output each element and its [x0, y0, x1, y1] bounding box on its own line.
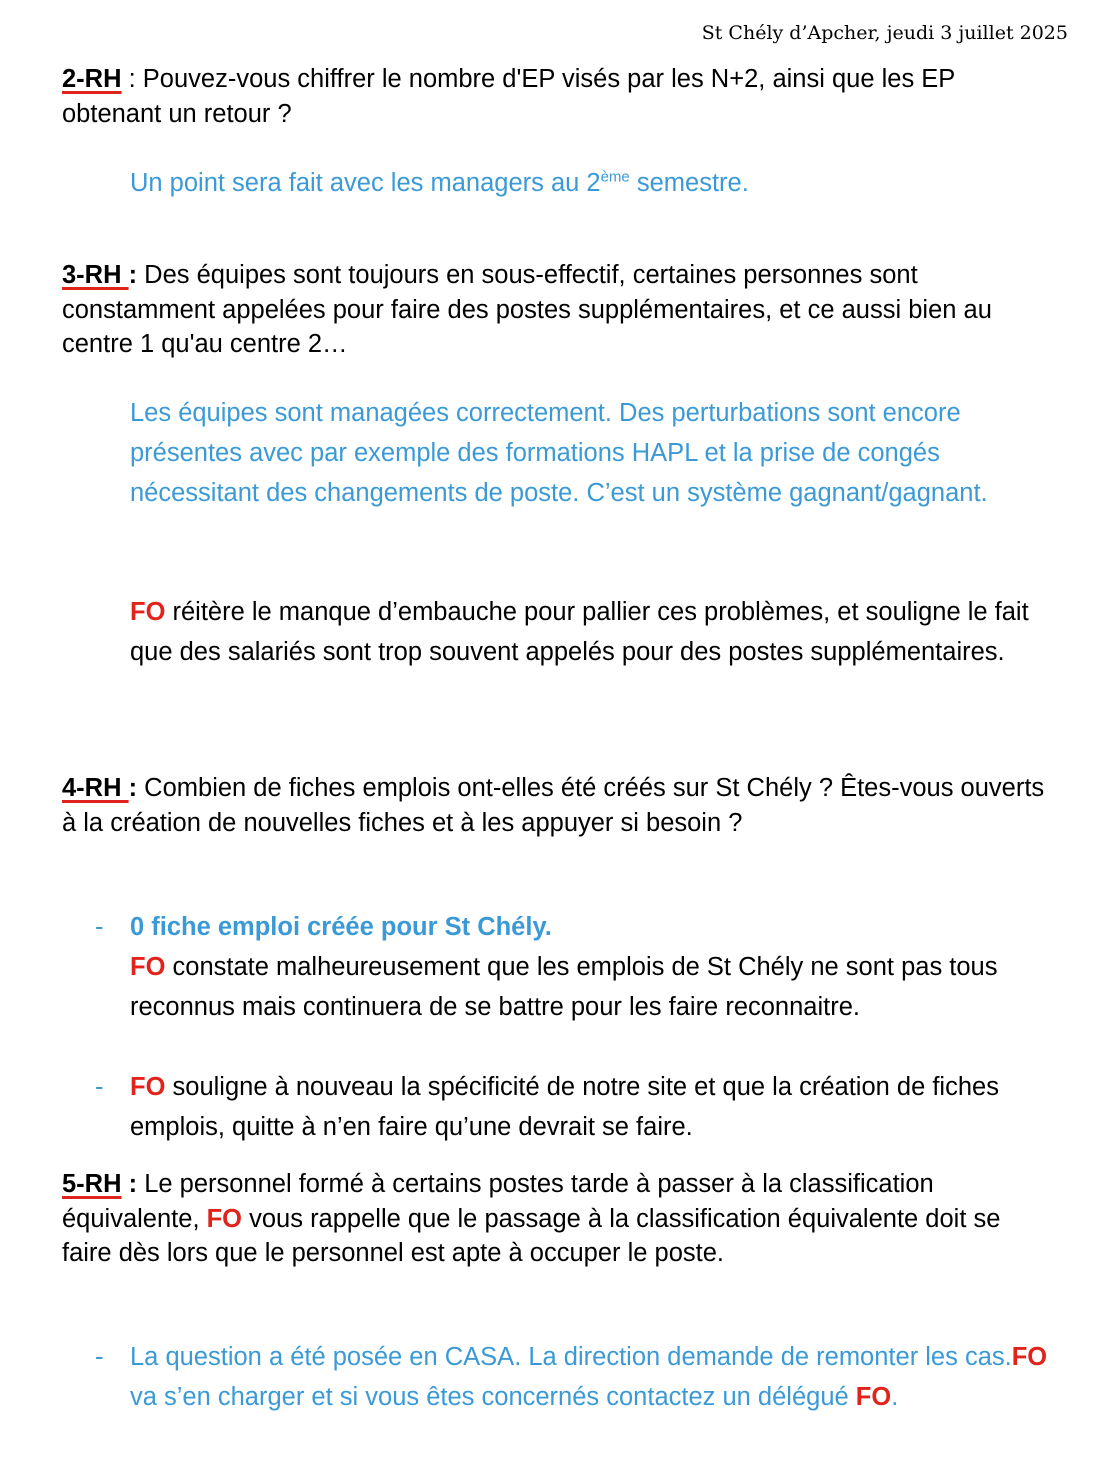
label-separator: :: [128, 774, 145, 802]
answer-4-rh-item-2: [130, 1067, 1060, 1147]
answer-2-rh: [130, 163, 1060, 203]
question-label: 4-RH: [62, 774, 129, 802]
bullet-dash: -: [95, 1343, 104, 1371]
fo-label: FO: [130, 598, 166, 626]
answer-3-rh: Les équipes sont managées correctement. Des perturbations sont encore présentes avec par exemple des formations HAPL et la prise de congés nécessitant des changements de poste. C’est un système gagnant/gagnant.: [130, 399, 988, 507]
fo-comment-text: constate malheureusement que les emplois de St Chély ne sont pas tous reconnus mais continuera de se battre pour les faire reconnaitre.: [130, 953, 998, 1021]
fo-label: FO: [855, 1383, 892, 1411]
question-label: 5-RH: [62, 1170, 122, 1198]
fo-comment-3-rh: [130, 592, 1060, 672]
document-date: St Chély d’Apcher, jeudi 3 juillet 2025: [701, 22, 1068, 44]
fo-label: FO: [206, 1204, 243, 1233]
question-text-end: vous rappelle que le passage à la classification équivalente doit se faire dès lors que le personnel est apte à occuper le poste.: [62, 1204, 1001, 1267]
answer-text-end: semestre.: [629, 169, 749, 197]
question-text: Pouvez-vous chiffrer le nombre d'EP visés par les N+2, ainsi que les EP obtenant un retour ?: [62, 65, 955, 128]
fo-label: FO: [130, 1073, 166, 1101]
question-label: 2-RH: [62, 65, 122, 93]
label-separator: :: [121, 65, 143, 93]
bullet-dash: -: [95, 1073, 104, 1101]
question-5-rh: [62, 1167, 1052, 1271]
fo-label: FO: [1011, 1343, 1048, 1371]
question-4-rh: [62, 771, 1052, 840]
answer-text: Un point sera fait avec les managers au 2: [130, 169, 601, 197]
question-text: Combien de fiches emplois ont-elles été créés sur St Chély ? Êtes-vous ouverts à la création de nouvelles fiches et à les appuyer si besoin ?: [62, 774, 1045, 837]
answer-text-middle: va s’en charger et si vous êtes concernés contactez un délégué: [130, 1383, 856, 1411]
fo-comment-text: réitère le manque d’embauche pour pallier ces problèmes, et souligne le fait que des salariés sont trop souvent appelés pour des postes supplémentaires.: [130, 598, 1029, 666]
bullet-dash: -: [95, 913, 104, 941]
answer-text: La question a été posée en CASA. La direction demande de remonter les cas.: [130, 1343, 1012, 1371]
answer-4-rh-item-1: [130, 907, 1060, 1027]
label-separator: :: [128, 261, 145, 289]
question-3-rh: [62, 258, 1052, 362]
fo-label: FO: [130, 953, 166, 981]
ordinal-superscript: ème: [600, 168, 630, 186]
answer-5-rh: [130, 1337, 1060, 1417]
question-text: Des équipes sont toujours en sous-effectif, certaines personnes sont constamment appelées pour faire des postes supplémentaires, et ce aussi bien au centre 1 qu'au centre 2…: [62, 261, 992, 358]
question-text: Le personnel formé à certains postes tarde à passer à la classification équivalente,: [62, 1170, 934, 1233]
question-label: 3-RH: [62, 261, 129, 289]
question-2-rh: [62, 62, 1052, 131]
fo-comment-text: souligne à nouveau la spécificité de notre site et que la création de fiches emplois, quitte à n’en faire qu’une devrait se faire.: [130, 1073, 999, 1141]
answer-text-end: .: [891, 1383, 899, 1411]
label-separator: :: [121, 1170, 145, 1198]
answer-highlight: 0 fiche emploi créée pour St Chély.: [130, 913, 552, 941]
